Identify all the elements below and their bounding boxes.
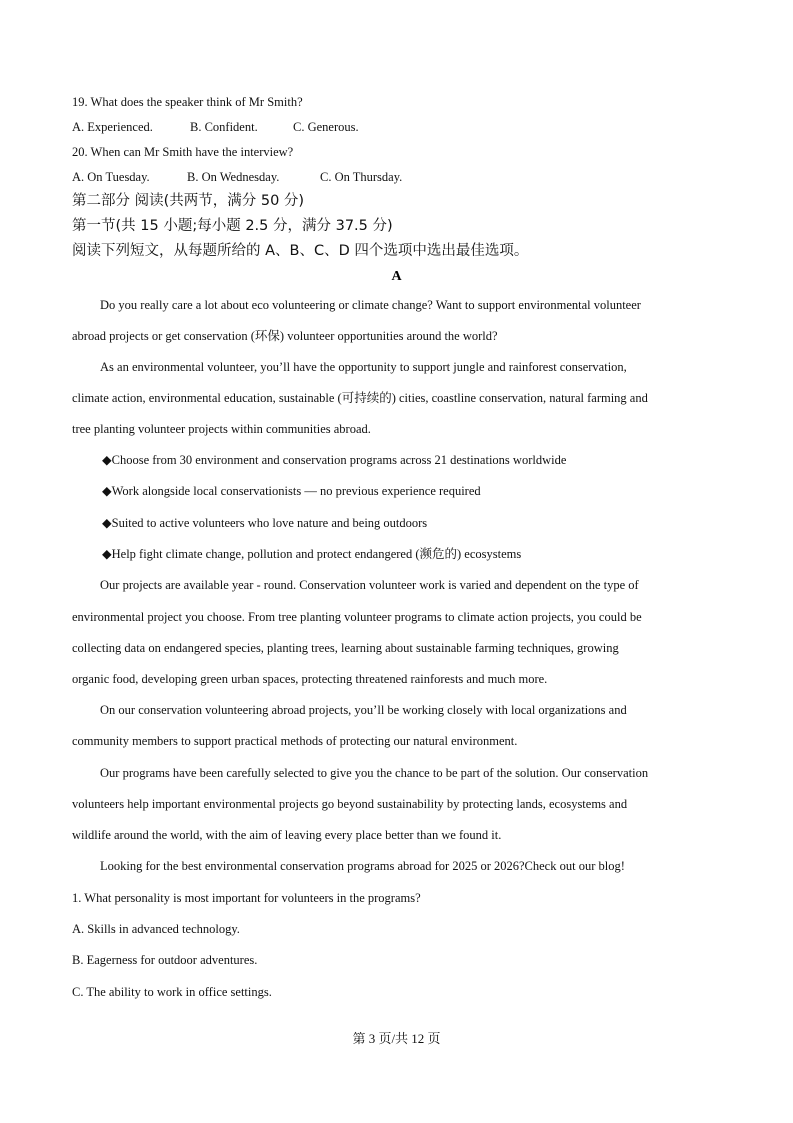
bullet-item-1: ◆Choose from 30 environment and conservation programs across 21 destinations worldwide [102, 453, 567, 467]
question-19-options [72, 119, 359, 135]
paragraph-1-line-2: abroad projects or get conservation (环保) volunteer opportunities around the world? [72, 329, 498, 343]
passage-title: A [391, 269, 402, 284]
paragraph-6-line-1: Looking for the best environmental conservation programs abroad for 2025 or 2026?Check out our blog! [100, 859, 625, 873]
question-20-stem: 20. When can Mr Smith have the interview? [72, 145, 294, 159]
question-1-option-c: C. The ability to work in office settings. [72, 985, 272, 999]
option-a: A. Experienced. [72, 120, 153, 134]
part2-heading: 第二部分 阅读(共两节，满分 50 分) [72, 193, 305, 209]
question-19-stem: 19. What does the speaker think of Mr Smith? [72, 95, 303, 109]
bullet-item-3: ◆Suited to active volunteers who love nature and being outdoors [102, 516, 428, 530]
option-a: A. On Tuesday. [72, 170, 150, 184]
page-number: 第 3 页/共 12 页 [352, 1031, 441, 1046]
paragraph-3-line-2: environmental project you choose. From tree planting volunteer programs to climate action projects, you could be [72, 610, 642, 624]
reading-instruction: 阅读下列短文，从每题所给的 A、B、C、D 四个选项中选出最佳选项。 [72, 243, 529, 259]
option-b: B. On Wednesday. [187, 170, 280, 184]
paragraph-4-line-1: On our conservation volunteering abroad projects, you’ll be working closely with local organizations and [100, 703, 627, 717]
bullet-item-4: ◆Help fight climate change, pollution and protect endangered (濒危的) ecosystems [102, 547, 522, 561]
option-b: B. Confident. [190, 120, 258, 134]
paragraph-1-line-1: Do you really care a lot about eco volunteering or climate change? Want to support environmental volunteer [100, 298, 641, 312]
paragraph-2-line-2: climate action, environmental education, sustainable (可持续的) cities, coastline conservation, natural farming and [72, 391, 648, 405]
question-20-options [72, 169, 402, 185]
question-1-option-b: B. Eagerness for outdoor adventures. [72, 953, 258, 967]
paragraph-3-line-1: Our projects are available year - round. Conservation volunteer work is varied and dependent on the type of [100, 578, 639, 592]
paragraph-5-line-1: Our programs have been carefully selected to give you the chance to be part of the solution. Our conservation [100, 766, 649, 780]
option-c: C. On Thursday. [320, 170, 403, 184]
paragraph-4-line-2: community members to support practical methods of protecting our natural environment. [72, 734, 518, 748]
section1-heading: 第一节(共 15 小题;每小题 2.5 分，满分 37.5 分) [72, 218, 393, 234]
paragraph-3-line-4: organic food, developing green urban spaces, protecting threatened rainforests and much more. [72, 672, 548, 686]
bullet-item-2: ◆Work alongside local conservationists — no previous experience required [102, 484, 481, 498]
paragraph-2-line-3: tree planting volunteer projects within communities abroad. [72, 422, 371, 436]
paragraph-5-line-3: wildlife around the world, with the aim of leaving every place better than we found it. [72, 828, 502, 842]
question-1-stem: 1. What personality is most important for volunteers in the programs? [72, 891, 421, 905]
question-1-option-a: A. Skills in advanced technology. [72, 922, 240, 936]
paragraph-2-line-1: As an environmental volunteer, you’ll have the opportunity to support jungle and rainforest conservation, [100, 360, 627, 374]
option-c: C. Generous. [293, 120, 359, 134]
paragraph-3-line-3: collecting data on endangered species, planting trees, learning about sustainable farming techniques, growing [72, 641, 619, 655]
paragraph-5-line-2: volunteers help important environmental projects go beyond sustainability by protecting lands, ecosystems and [72, 797, 628, 811]
